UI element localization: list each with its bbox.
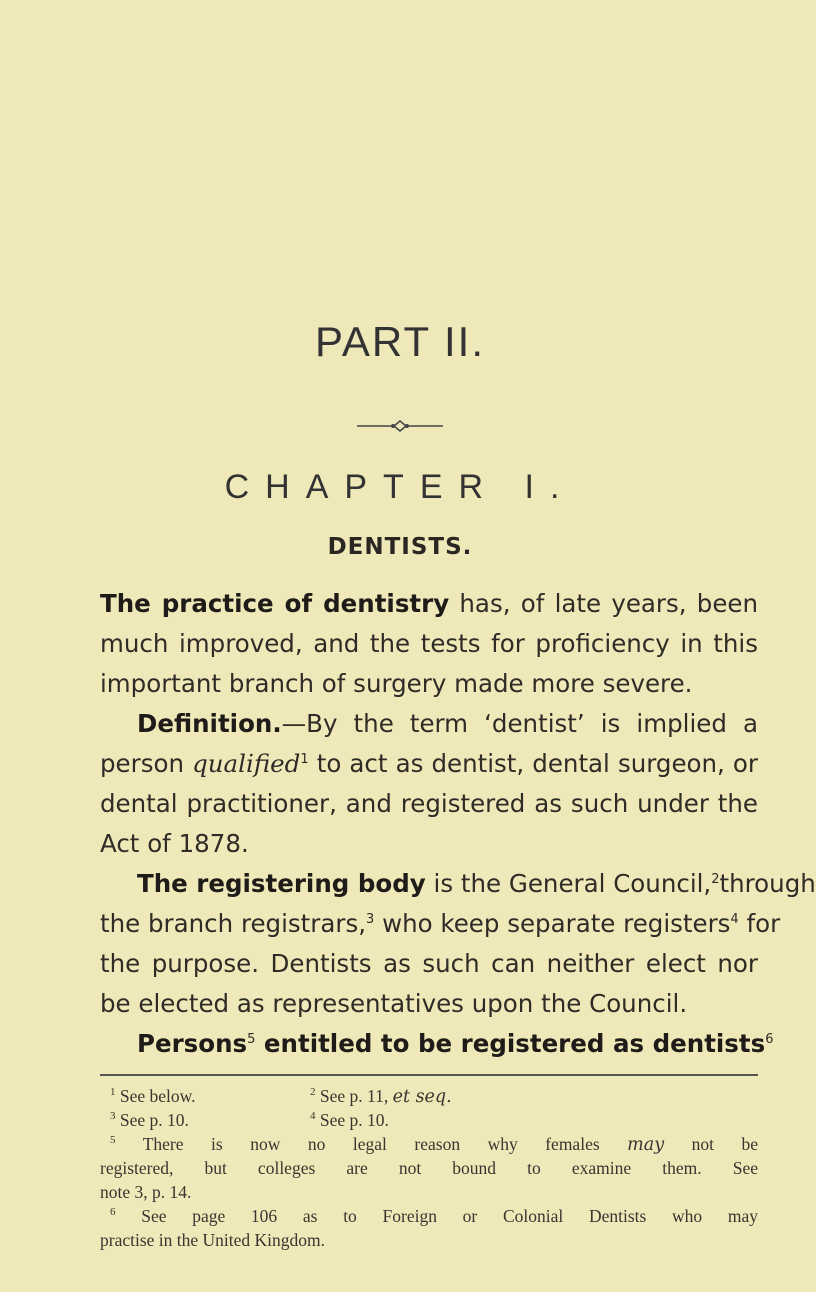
- body-line: Act of 1878.: [100, 829, 249, 858]
- body-line: the purpose. Dentists as such can neither elect nor: [100, 949, 758, 978]
- body-line: The registering body is the General Council,$^2$through: [137, 869, 816, 898]
- footnote-line: registered, but colleges are not bound to examine them. See: [100, 1158, 758, 1178]
- body-line: be elected as representatives upon the Council.: [100, 989, 688, 1018]
- footnote-line: note 3, p. 14.: [100, 1182, 192, 1202]
- footnote-line: $^6$ See page 106 as to Foreign or Colonial Dentists who may: [110, 1206, 758, 1226]
- body-line: much improved, and the tests for proficiency in this: [100, 629, 758, 658]
- body-line: dental practitioner, and registered as such under the: [100, 789, 758, 818]
- part-title: PART II.: [314, 318, 486, 365]
- body-line: Persons$^5$ entitled to be registered as dentists$^6$: [137, 1029, 774, 1058]
- body-line: Definition.—By the term ‘dentist’ is implied a: [137, 709, 758, 738]
- footnote-line: $^1$ See below. $^2$ See p. 11, et seq.: [110, 1086, 452, 1107]
- body-line: The practice of dentistry has, of late years, been: [100, 589, 758, 618]
- footnote-rule: [100, 1074, 758, 1076]
- section-heading: DENTISTS.: [327, 534, 473, 560]
- chapter-title: CHAPTER I.: [224, 468, 576, 506]
- body-line: person qualified$^1$ to act as dentist, dental surgeon, or: [100, 749, 758, 778]
- body-line: the branch registrars,$^3$ who keep separate registers$^4$ for: [100, 909, 781, 938]
- footnote-line: $^3$ See p. 10. $^4$ See p. 10.: [110, 1110, 389, 1130]
- footnote-line: practise in the United Kingdom.: [100, 1230, 326, 1250]
- ornament-divider: [357, 420, 443, 432]
- footnote-line: $^5$ There is now no legal reason why females may not be: [110, 1134, 759, 1155]
- body-line: important branch of surgery made more severe.: [100, 669, 693, 698]
